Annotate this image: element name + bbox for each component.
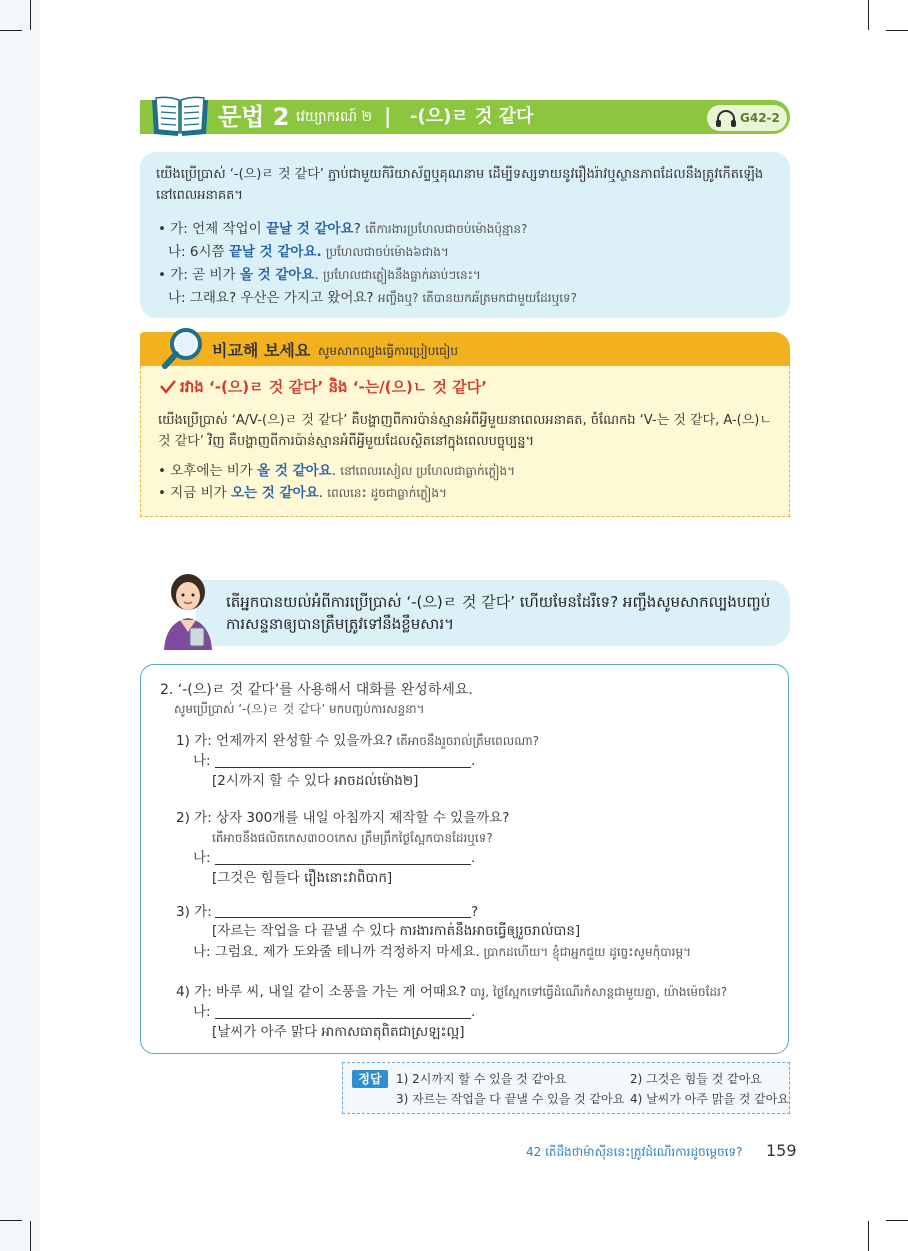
answer-key-badge: 정답 (352, 1070, 388, 1088)
hint-3: [자르는 작업을 다 끝낼 수 있다 ការងារកាត់នឹងអាចធ្វើឲ្យរួចរាល់បាន] (212, 923, 581, 939)
crop-mark (30, 0, 31, 30)
crop-mark (886, 1220, 908, 1221)
exercise-instruction-khmer: សូមប្រើប្រាស់ ‘-(으)ㄹ 것 같다’ មកបញ្ចប់ការសន្ទនា។ (174, 702, 425, 716)
compare-subtitle: សូមសាកល្បងធ្វើការប្រៀបធៀប (318, 344, 458, 358)
example-line: • 가: 언제 작업이 끝날 것 같아요? តើការងារប្រហែលជាចប់ម៉ោងប៉ុន្មាន? (158, 221, 528, 237)
page-number: 159 (766, 1141, 797, 1160)
banner-separator: | (384, 104, 392, 128)
question-mark-3: ? (471, 904, 479, 920)
answer-3: 3) 자르는 작업을 다 끝낼 수 있을 것 같아요 (396, 1092, 625, 1106)
question-2-khmer: តើអាចនឹងផលិតកេស៣០០កេស ត្រឹមព្រឹកថ្ងៃស្អែកបានដែរឬទេ? (212, 831, 493, 845)
page-margin-strip (0, 0, 40, 1251)
question-1: 1) 가: 언제까지 완성할 수 있을까요? តើអាចនឹងរួចរាល់ត្រឹមពេលណា? (176, 733, 540, 749)
example-line: 나: 그래요? 우산은 가지고 왔어요? អញ្ចឹងឬ? តើបានយកឆ័ត្រមកជាមួយដែរឬទេ? (168, 290, 578, 306)
grammar-pattern: -(으)ㄹ 것 같다 (410, 106, 534, 127)
check-icon (160, 380, 176, 394)
answer-4: 4) 날씨가 아주 맑을 것 같아요 (630, 1092, 789, 1106)
example-line: • 오후에는 비가 올 것 같아요. នៅពេលរសៀល ប្រហែលជាធ្លាក់ភ្លៀង។ (158, 463, 516, 479)
exercise-instruction: 2. ‘-(으)ㄹ 것 같다’를 사용해서 대화를 완성하세요. (160, 682, 473, 698)
book-icon (150, 94, 210, 138)
teacher-prompt: តើអ្នកបានយល់អំពីការប្រើប្រាស់ ‘-(으)ㄹ 것 같다’ ហើយមែនដែរឺទេ? អញ្ចឹងសូមសាកល្បងបញ្ចប់ការសន្ទនាឲ្យបានត្រឹមត្រូវទៅនឹងខ្លឹមសារ។ (226, 593, 771, 633)
question-2: 2) 가: 상자 300개를 내일 아침까지 제작할 수 있을까요? (176, 810, 510, 826)
crop-mark (868, 0, 869, 30)
period-4: . (471, 1004, 476, 1020)
crop-mark (0, 30, 22, 31)
answer-2: 2) 그것은 힘들 것 같아요 (630, 1072, 762, 1086)
crop-mark (886, 30, 908, 31)
answer-label-2: 나: (193, 850, 211, 866)
answer-1: 1) 2시까지 할 수 있을 것 같아요 (396, 1072, 567, 1086)
hint-1: [2시까지 할 수 있다 អាចដល់ម៉ោង២] (212, 773, 419, 789)
period-1: . (471, 753, 476, 769)
example-line: 나: 6시쯤 끝날 것 같아요. ប្រហែលជាចប់ម៉ោង៦ជាង។ (168, 244, 449, 260)
headphone-icon[interactable] (715, 108, 737, 128)
answer-blank-2[interactable] (215, 864, 471, 865)
answer-3: 나: 그럼요. 제가 도와줄 테니까 걱정하지 마세요. ប្រាកដហើយ។ ខ្ញុំជាអ្នកជួយ ដូច្នេះសូមកុំបារម្ភ។ (193, 944, 691, 960)
answer-label-4: 나: (193, 1004, 211, 1020)
period-2: . (471, 850, 476, 866)
crop-mark (868, 1221, 869, 1251)
chapter-footer: 42 តើដឹងថាម៉ាស៊ីននេះត្រូវដំណើរការដូចម្ដេចទេ? (526, 1145, 743, 1159)
teacher-icon (156, 570, 216, 650)
crop-mark (30, 1221, 31, 1251)
hint-4: [날씨가 아주 맑다 អាកាសធាតុពិតជាស្រឡះល្អ] (212, 1024, 465, 1040)
question-blank-3[interactable] (215, 917, 471, 918)
grammar-title: 문법 2 (218, 103, 290, 131)
audio-track-code: G42-2 (740, 111, 780, 125)
answer-blank-4[interactable] (215, 1018, 471, 1019)
question-3: 3) 가: (176, 904, 212, 920)
compare-title: 비교해 보세요 (212, 341, 311, 360)
magnifier-icon (160, 326, 206, 372)
example-line: • 지금 비가 오는 것 같아요. ពេលនេះ ដូចជាធ្លាក់ភ្លៀង។ (158, 485, 447, 501)
compare-heading: រវាង ‘-(으)ㄹ 것 같다’ និង ‘-는/(으)ㄴ 것 같다’ (180, 378, 487, 396)
answer-blank-1[interactable] (215, 767, 471, 768)
answer-label-1: 나: (193, 753, 211, 769)
example-line: • 가: 곧 비가 올 것 같아요. ប្រហែលជាភ្លៀងនឹងធ្លាក់ឆាប់ៗនេះ។ (158, 267, 481, 283)
grammar-subtitle: វេយ្យាករណ៍ ២ (296, 109, 373, 125)
crop-mark (0, 1220, 22, 1221)
compare-text: យើងប្រើប្រាស់ ‘A/V-(으)ㄹ 것 같다’ គឺបង្ហាញពីការប៉ាន់ស្មានអំពីអ្វីមួយនាពេលអនាគត, ចំណែកឯ ‘V-는 것 같다, A-(으)ㄴ 것 같다’ វិញ គឺបង្ហាញពីការប៉ាន់ស្មានអំពីអ្វីមួយដែលស្ថិតនៅក្នុងពេលបច្ចុប្បន្ន។ (158, 413, 772, 449)
hint-2: [그것은 힘들다 រឿងនោះវាពិបាក] (212, 870, 393, 886)
explanation-text: យើងប្រើប្រាស់ ‘-(으)ㄹ 것 같다’ ភ្ជាប់ជាមួយកិរិយាស័ព្ទឬគុណនាម ដើម្បីទស្សទាយនូវរឿងរ៉ាវឬស្ថានភាពដែលនឹងត្រូវកើតឡើងនៅពេលអនាគត។ (156, 167, 764, 203)
question-4: 4) 가: 바루 씨, 내일 같이 소풍을 가는 게 어때요? បារូ, ថ្ងៃស្អែកទៅធ្វើដំណើរកំសាន្តជាមួយគ្នា, យ៉ាងម៉េចដែរ? (176, 984, 728, 1000)
